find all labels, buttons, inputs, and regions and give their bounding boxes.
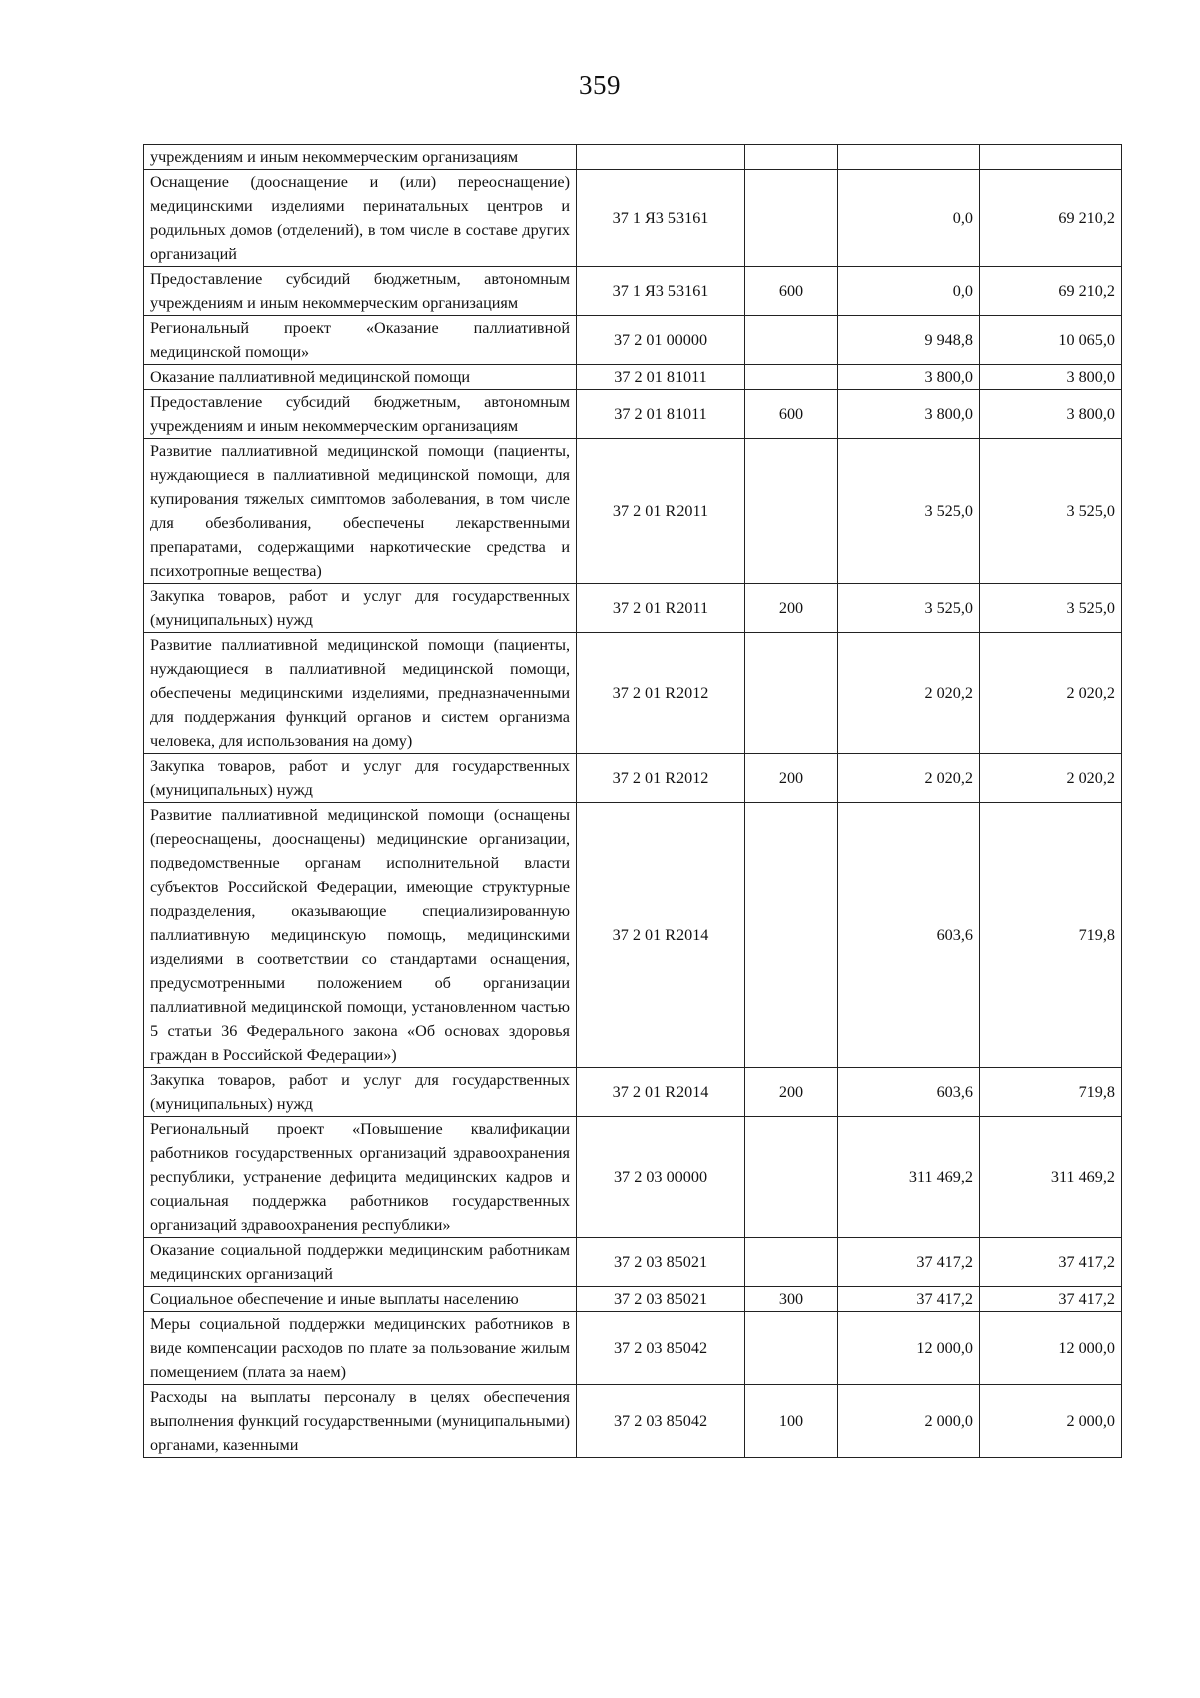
row-name: учреждениям и иным некоммерческим организациям (144, 145, 577, 170)
row-name: Оснащение (дооснащение и (или) переоснащение) медицинскими изделиями перинатальных центров и родильных домов (отделений), в том числе в составе других организаций (144, 170, 577, 267)
row-name: Закупка товаров, работ и услуг для государственных (муниципальных) нужд (144, 1068, 577, 1117)
expense-kind (745, 316, 838, 365)
amount-year-2 (980, 145, 1122, 170)
row-name: Оказание социальной поддержки медицинским работникам медицинских организаций (144, 1238, 577, 1287)
table-row (144, 365, 1122, 390)
target-code: 37 2 01 81011 (577, 390, 745, 439)
amount-year-1: 0,0 (838, 170, 980, 267)
row-name: Развитие паллиативной медицинской помощи (оснащены (переоснащены, дооснащены) медицинские организации, подведомственные органам исполнительной власти субъектов Российской Федерации, имеющие структурные подразделения, оказывающие специализированную паллиативную медицинскую помощь, медицинскими изделиями в соответствии со стандартами оснащения, предусмотренными положением об организации паллиативной медицинской помощи, установленном частью 5 статьи 36 Федерального закона «Об основах здоровья граждан в Российской Федерации») (144, 803, 577, 1068)
table-row (144, 439, 1122, 584)
target-code: 37 2 01 R2011 (577, 584, 745, 633)
amount-year-1 (838, 145, 980, 170)
amount-year-2: 69 210,2 (980, 170, 1122, 267)
target-code: 37 2 01 81011 (577, 365, 745, 390)
amount-year-2: 69 210,2 (980, 267, 1122, 316)
table-row (144, 584, 1122, 633)
expense-kind: 600 (745, 390, 838, 439)
table-row (144, 1287, 1122, 1312)
table-row (144, 1117, 1122, 1238)
amount-year-1: 0,0 (838, 267, 980, 316)
row-name: Закупка товаров, работ и услуг для государственных (муниципальных) нужд (144, 754, 577, 803)
amount-year-2: 719,8 (980, 1068, 1122, 1117)
row-name: Региональный проект «Повышение квалификации работников государственных организаций здравоохранения республики, устранение дефицита медицинских кадров и социальная поддержка работников государственных организаций здравоохранения республики» (144, 1117, 577, 1238)
table-row (144, 754, 1122, 803)
page-number: 359 (579, 70, 621, 100)
table-row (144, 170, 1122, 267)
row-name: Предоставление субсидий бюджетным, автономным учреждениям и иным некоммерческим организациям (144, 267, 577, 316)
target-code: 37 1 Я3 53161 (577, 267, 745, 316)
amount-year-1: 3 800,0 (838, 365, 980, 390)
table-row (144, 803, 1122, 1068)
expense-kind (745, 1312, 838, 1385)
amount-year-1: 603,6 (838, 1068, 980, 1117)
expense-kind: 600 (745, 267, 838, 316)
table-row (144, 1238, 1122, 1287)
expense-kind (745, 170, 838, 267)
amount-year-1: 37 417,2 (838, 1287, 980, 1312)
target-code: 37 2 01 R2014 (577, 1068, 745, 1117)
amount-year-1: 37 417,2 (838, 1238, 980, 1287)
table-row (144, 145, 1122, 170)
target-code: 37 2 01 R2012 (577, 633, 745, 754)
expense-kind: 200 (745, 584, 838, 633)
table-row (144, 633, 1122, 754)
row-name: Оказание паллиативной медицинской помощи (144, 365, 577, 390)
target-code: 37 2 03 00000 (577, 1117, 745, 1238)
amount-year-1: 3 525,0 (838, 439, 980, 584)
target-code (577, 145, 745, 170)
table-row (144, 390, 1122, 439)
row-name: Расходы на выплаты персоналу в целях обеспечения выполнения функций государственными (муниципальными) органами, казенными (144, 1385, 577, 1458)
amount-year-2: 12 000,0 (980, 1312, 1122, 1385)
amount-year-1: 3 525,0 (838, 584, 980, 633)
expense-kind: 300 (745, 1287, 838, 1312)
target-code: 37 2 03 85042 (577, 1385, 745, 1458)
amount-year-2: 719,8 (980, 803, 1122, 1068)
amount-year-2: 3 800,0 (980, 390, 1122, 439)
target-code: 37 2 03 85042 (577, 1312, 745, 1385)
amount-year-2: 3 800,0 (980, 365, 1122, 390)
expense-kind: 100 (745, 1385, 838, 1458)
row-name: Социальное обеспечение и иные выплаты населению (144, 1287, 577, 1312)
amount-year-2: 37 417,2 (980, 1238, 1122, 1287)
amount-year-2: 3 525,0 (980, 439, 1122, 584)
table-row (144, 1312, 1122, 1385)
row-name: Развитие паллиативной медицинской помощи (пациенты, нуждающиеся в паллиативной медицинской помощи, для купирования тяжелых симптомов заболевания, в том числе для обезболивания, обеспечены лекарственными препаратами, содержащими наркотические средства и психотропные вещества) (144, 439, 577, 584)
target-code: 37 2 01 R2014 (577, 803, 745, 1068)
budget-table (143, 144, 1122, 1458)
row-name: Региональный проект «Оказание паллиативной медицинской помощи» (144, 316, 577, 365)
amount-year-2: 2 000,0 (980, 1385, 1122, 1458)
amount-year-2: 3 525,0 (980, 584, 1122, 633)
table-row (144, 1385, 1122, 1458)
table-row (144, 267, 1122, 316)
amount-year-1: 3 800,0 (838, 390, 980, 439)
amount-year-2: 2 020,2 (980, 754, 1122, 803)
target-code: 37 2 03 85021 (577, 1238, 745, 1287)
expense-kind (745, 365, 838, 390)
target-code: 37 2 01 R2012 (577, 754, 745, 803)
expense-kind: 200 (745, 1068, 838, 1117)
amount-year-1: 2 000,0 (838, 1385, 980, 1458)
table-row (144, 316, 1122, 365)
expense-kind (745, 145, 838, 170)
amount-year-2: 10 065,0 (980, 316, 1122, 365)
amount-year-2: 37 417,2 (980, 1287, 1122, 1312)
target-code: 37 1 Я3 53161 (577, 170, 745, 267)
amount-year-1: 2 020,2 (838, 754, 980, 803)
amount-year-1: 12 000,0 (838, 1312, 980, 1385)
row-name: Закупка товаров, работ и услуг для государственных (муниципальных) нужд (144, 584, 577, 633)
target-code: 37 2 03 85021 (577, 1287, 745, 1312)
amount-year-2: 311 469,2 (980, 1117, 1122, 1238)
table-row (144, 1068, 1122, 1117)
expense-kind: 200 (745, 754, 838, 803)
target-code: 37 2 01 R2011 (577, 439, 745, 584)
target-code: 37 2 01 00000 (577, 316, 745, 365)
expense-kind (745, 1117, 838, 1238)
amount-year-2: 2 020,2 (980, 633, 1122, 754)
row-name: Предоставление субсидий бюджетным, автономным учреждениям и иным некоммерческим организациям (144, 390, 577, 439)
expense-kind (745, 633, 838, 754)
expense-kind (745, 1238, 838, 1287)
row-name: Меры социальной поддержки медицинских работников в виде компенсации расходов по плате за пользование жилым помещением (плата за наем) (144, 1312, 577, 1385)
expense-kind (745, 803, 838, 1068)
amount-year-1: 2 020,2 (838, 633, 980, 754)
amount-year-1: 311 469,2 (838, 1117, 980, 1238)
expense-kind (745, 439, 838, 584)
amount-year-1: 603,6 (838, 803, 980, 1068)
row-name: Развитие паллиативной медицинской помощи (пациенты, нуждающиеся в паллиативной медицинской помощи, обеспечены медицинскими изделиями, предназначенными для поддержания функций органов и систем организма человека, для использования на дому) (144, 633, 577, 754)
amount-year-1: 9 948,8 (838, 316, 980, 365)
